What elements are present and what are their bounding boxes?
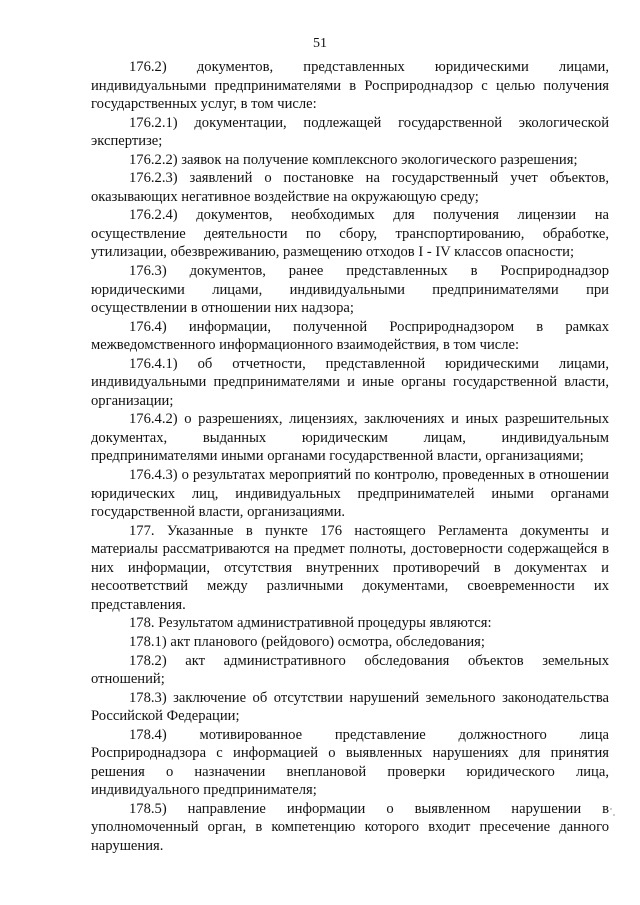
paragraph-178-2: 178.2) акт административного обследования объектов земельных отношений; bbox=[91, 652, 609, 688]
paragraph-176-2: 176.2) документов, представленных юридическими лицами, индивидуальными предпринимателями в Росприроднадзор с целью получения государственных услуг, в том числе: bbox=[91, 59, 609, 113]
page-number: 51 bbox=[313, 36, 327, 51]
paragraph-176-2-2: 176.2.2) заявок на получение комплексного экологического разрешения; bbox=[129, 151, 578, 168]
paragraph-178-4: 178.4) мотивированное представление должностного лица Росприроднадзора с информацией о выявленных нарушениях для принятия решения о назначении внеплановой проверки юридического лица, индивидуального предпринимателя; bbox=[91, 726, 609, 799]
paragraph-178: 178. Результатом административной процедуры являются: bbox=[129, 615, 492, 632]
document-body bbox=[91, 58, 609, 856]
paragraph-176-3: 176.3) документов, ранее представленных в Росприроднадзор юридическими лицами, индивидуальными предпринимателями при осуществлении в отношении них надзора; bbox=[91, 263, 609, 317]
paragraph-176-2-3: 176.2.3) заявлений о постановке на государственный учет объектов, оказывающих негативное воздействие на окружающую среду; bbox=[91, 170, 609, 205]
paragraph-176-4-3: 176.4.3) о результатах мероприятий по контролю, проведенных в отношении юридических лиц, индивидуальных предпринимателей иными органами государственной власти, организациями. bbox=[91, 467, 609, 521]
paragraph-178-3: 178.3) заключение об отсутствии нарушений земельного законодательства Российской Федерации; bbox=[91, 689, 609, 725]
paragraph-176-2-4: 176.2.4) документов, необходимых для получения лицензии на осуществление деятельности по сбору, транспортированию, обработке, утилизации, обезвреживанию, размещению отходов I - IV классов опасности; bbox=[91, 207, 609, 261]
paragraph-176-4-1: 176.4.1) об отчетности, представленной юридическими лицами, индивидуальными предпринимателями и иные органы государственной власти, организации; bbox=[91, 355, 609, 409]
paragraph-178-1: 178.1) акт планового (рейдового) осмотра, обследования; bbox=[129, 633, 485, 650]
scan-speck bbox=[610, 808, 612, 810]
paragraph-176-4-2: 176.4.2) о разрешениях, лицензиях, заключениях и иных разрешительных документах, выданных юридическим лицам, индивидуальным предпринимателями иными органами государственной власти, организациями; bbox=[91, 411, 609, 465]
paragraph-177: 177. Указанные в пункте 176 настоящего Регламента документы и материалы рассматриваются на предмет полноты, достоверности содержащейся в них информации, отсутствия внутренних противоречий в документах и несоответствий между различными документами, своевременности их представления. bbox=[91, 522, 609, 613]
paragraph-178-5: 178.5) направление информации о выявленном нарушении в уполномоченный орган, в компетенцию которого входит пресечение данного нарушения. bbox=[91, 800, 609, 854]
paragraph-176-2-1: 176.2.1) документации, подлежащей государственной экологической экспертизе; bbox=[91, 114, 609, 150]
scan-speck bbox=[613, 814, 615, 816]
paragraph-176-4: 176.4) информации, полученной Росприроднадзором в рамках межведомственного информационного взаимодействия, в том числе: bbox=[91, 318, 609, 354]
